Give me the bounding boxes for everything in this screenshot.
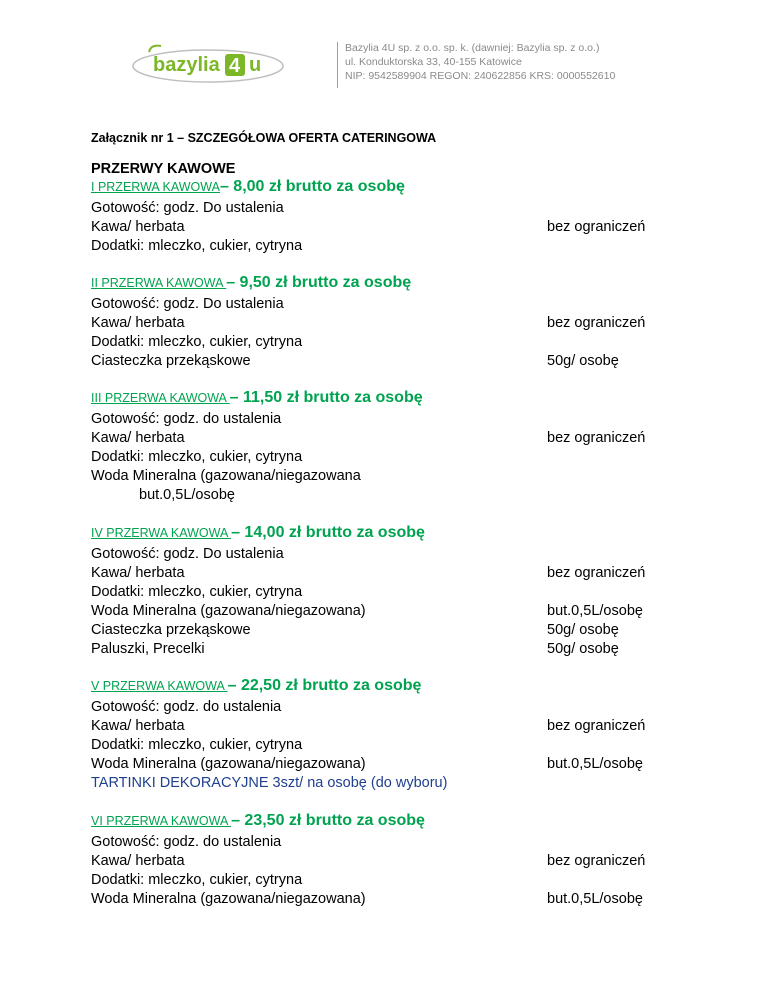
- item-line: Kawa/ herbata: [91, 219, 185, 235]
- item-line: Dodatki: mleczko, cukier, cytryna: [91, 584, 303, 600]
- item-line: Gotowość: godz. do ustalenia: [91, 834, 282, 850]
- item-line: Dodatki: mleczko, cukier, cytryna: [91, 238, 303, 254]
- item-quantity: 50g/ osobę: [547, 353, 619, 369]
- section-price: – 22,50 zł brutto za osobę: [227, 677, 422, 694]
- item-line: Gotowość: godz. Do ustalenia: [91, 200, 284, 216]
- logo-text-num: 4: [229, 55, 241, 77]
- item-line: Kawa/ herbata: [91, 430, 185, 446]
- item-line: Kawa/ herbata: [91, 315, 185, 331]
- item-line-highlight: TARTINKI DEKORACYJNE 3szt/ na osobę (do wyboru): [91, 775, 448, 791]
- item-line: Ciasteczka przekąskowe: [91, 622, 251, 638]
- item-line: but.0,5L/osobę: [139, 487, 235, 503]
- section-price: – 23,50 zł brutto za osobę: [231, 812, 425, 829]
- item-line: Gotowość: godz. Do ustalenia: [91, 546, 284, 562]
- section-title: [91, 389, 423, 407]
- item-quantity: bez ograniczeń: [547, 219, 646, 235]
- company-line-3: NIP: 9542589904 REGON: 240622856 KRS: 0000552610: [345, 70, 616, 82]
- item-quantity: bez ograniczeń: [547, 430, 646, 446]
- item-quantity: bez ograniczeń: [547, 718, 646, 734]
- section-title: [91, 274, 411, 292]
- item-quantity: but.0,5L/osobę: [547, 756, 643, 772]
- company-info: [345, 41, 615, 83]
- section-price: – 8,00 zł brutto za osobę: [219, 178, 405, 195]
- section-name: II PRZERWA KAWOWA: [91, 276, 227, 290]
- item-line: Gotowość: godz. do ustalenia: [91, 699, 282, 715]
- section-price: – 9,50 zł brutto za osobę: [226, 274, 412, 291]
- section-title: [91, 524, 425, 542]
- item-line: Kawa/ herbata: [91, 718, 185, 734]
- company-line-1: Bazylia 4U sp. z o.o. sp. k. (dawniej: Bazylia sp. z o.o.): [345, 42, 600, 54]
- section-price: – 11,50 zł brutto za osobę: [229, 389, 423, 406]
- item-line: Woda Mineralna (gazowana/niegazowana): [91, 891, 366, 907]
- item-quantity: bez ograniczeń: [547, 853, 646, 869]
- item-quantity: bez ograniczeń: [547, 315, 646, 331]
- item-quantity: bez ograniczeń: [547, 565, 646, 581]
- item-line: Dodatki: mleczko, cukier, cytryna: [91, 737, 303, 753]
- item-line: Woda Mineralna (gazowana/niegazowana): [91, 756, 366, 772]
- item-line: Woda Mineralna (gazowana/niegazowana: [91, 468, 361, 484]
- bazylia4u-logo: [131, 40, 285, 84]
- section-name: I PRZERWA KAWOWA: [91, 180, 220, 194]
- item-line: Dodatki: mleczko, cukier, cytryna: [91, 872, 303, 888]
- section-heading: PRZERWY KAWOWE: [91, 161, 236, 177]
- section-title: [91, 677, 421, 695]
- section-name: VI PRZERWA KAWOWA: [91, 814, 232, 828]
- section-name: IV PRZERWA KAWOWA: [91, 526, 232, 540]
- section-name: V PRZERWA KAWOWA: [91, 679, 228, 693]
- document-title: Załącznik nr 1 – SZCZEGÓŁOWA OFERTA CATERINGOWA: [91, 131, 437, 145]
- company-line-2: ul. Konduktorska 33, 40-155 Katowice: [345, 56, 522, 68]
- header-divider: [337, 42, 338, 88]
- item-quantity: 50g/ osobę: [547, 622, 619, 638]
- page-header: [0, 0, 768, 100]
- section-price: – 14,00 zł brutto za osobę: [231, 524, 425, 541]
- logo-text-main: bazylia: [153, 54, 220, 76]
- item-line: Gotowość: godz. Do ustalenia: [91, 296, 284, 312]
- section-name: III PRZERWA KAWOWA: [91, 391, 230, 405]
- item-line: Gotowość: godz. do ustalenia: [91, 411, 282, 427]
- item-line: Paluszki, Precelki: [91, 641, 205, 657]
- item-quantity: 50g/ osobę: [547, 641, 619, 657]
- item-quantity: but.0,5L/osobę: [547, 603, 643, 619]
- item-line: Dodatki: mleczko, cukier, cytryna: [91, 334, 303, 350]
- item-line: Dodatki: mleczko, cukier, cytryna: [91, 449, 303, 465]
- section-title: [91, 812, 425, 830]
- item-line: Woda Mineralna (gazowana/niegazowana): [91, 603, 366, 619]
- item-line: Kawa/ herbata: [91, 565, 185, 581]
- item-line: Ciasteczka przekąskowe: [91, 353, 251, 369]
- logo-text-end: u: [249, 54, 262, 76]
- section-title: [91, 178, 405, 196]
- item-quantity: but.0,5L/osobę: [547, 891, 643, 907]
- item-line: Kawa/ herbata: [91, 853, 185, 869]
